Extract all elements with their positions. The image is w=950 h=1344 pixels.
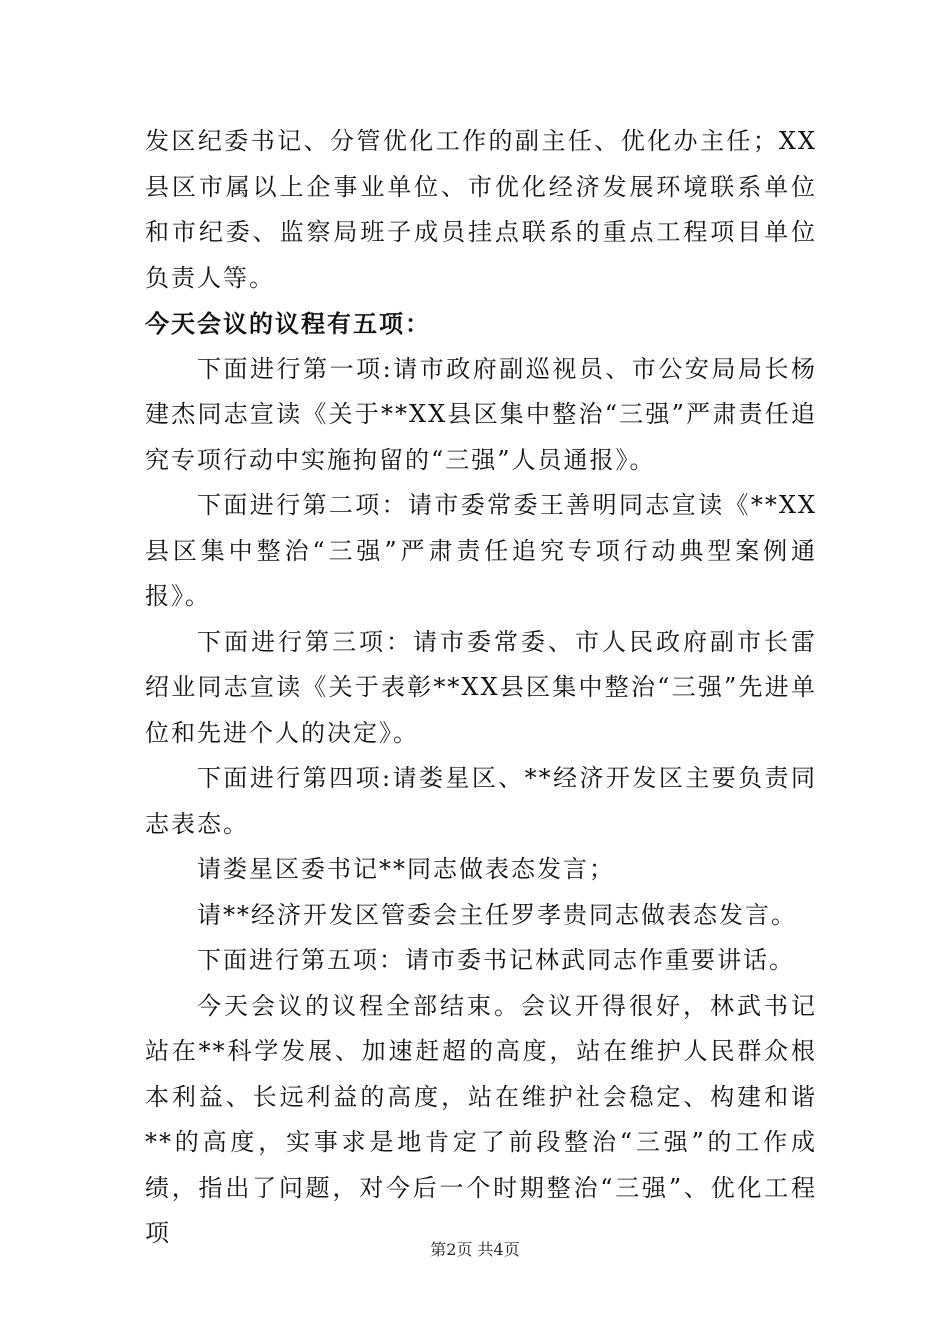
paragraph-agenda-heading: 今天会议的议程有五项： (145, 309, 431, 338)
paragraph-speaker-2: 请**经济开发区管委会主任罗孝贵同志做表态发言。 (197, 900, 797, 929)
paragraph-attendees-continued: 发区纪委书记、分管优化工作的副主任、优化办主任；XX县区市属以上企事业单位、市优化经济发展环境联系单位和市纪委、监察局班子成员挂点联系的重点工程项目单位负责人等。 (145, 127, 817, 292)
page-number-footer: 第2页 共4页 (430, 1240, 520, 1259)
paragraph-agenda-item-2: 下面进行第二项：请市委常委王善明同志宣读《**XX县区集中整治“三强”严肃责任追究专项行动典型案例通报》。 (145, 491, 817, 610)
paragraph-speaker-1: 请娄星区委书记**同志做表态发言； (197, 855, 615, 883)
paragraph-agenda-item-4: 下面进行第四项:请娄星区、**经济开发区主要负责同志表态。 (145, 764, 817, 838)
paragraph-closing-remarks: 今天会议的议程全部结束。会议开得很好，林武书记站在**科学发展、加速赶超的高度，站在维护人民群众根本利益、长远利益的高度，站在维护社会稳定、构建和谐**的高度，实事求是地肯定了前段整治“三强”的工作成绩，指出了问题，对今后一个时期整治“三强”、优化工程项 (145, 991, 817, 1247)
paragraph-agenda-item-5: 下面进行第五项：请市委书记林武同志作重要讲话。 (197, 946, 795, 974)
paragraph-agenda-item-3: 下面进行第三项：请市委常委、市人民政府副市长雷绍业同志宣读《关于表彰**XX县区集中整治“三强”先进单位和先进个人的决定》。 (145, 627, 817, 747)
document-body (145, 119, 817, 1257)
paragraph-agenda-item-1: 下面进行第一项:请市政府副巡视员、市公安局局长杨建杰同志宣读《关于**XX县区集中整治“三强”严肃责任追究专项行动中实施拘留的“三强”人员通报》。 (145, 354, 817, 474)
